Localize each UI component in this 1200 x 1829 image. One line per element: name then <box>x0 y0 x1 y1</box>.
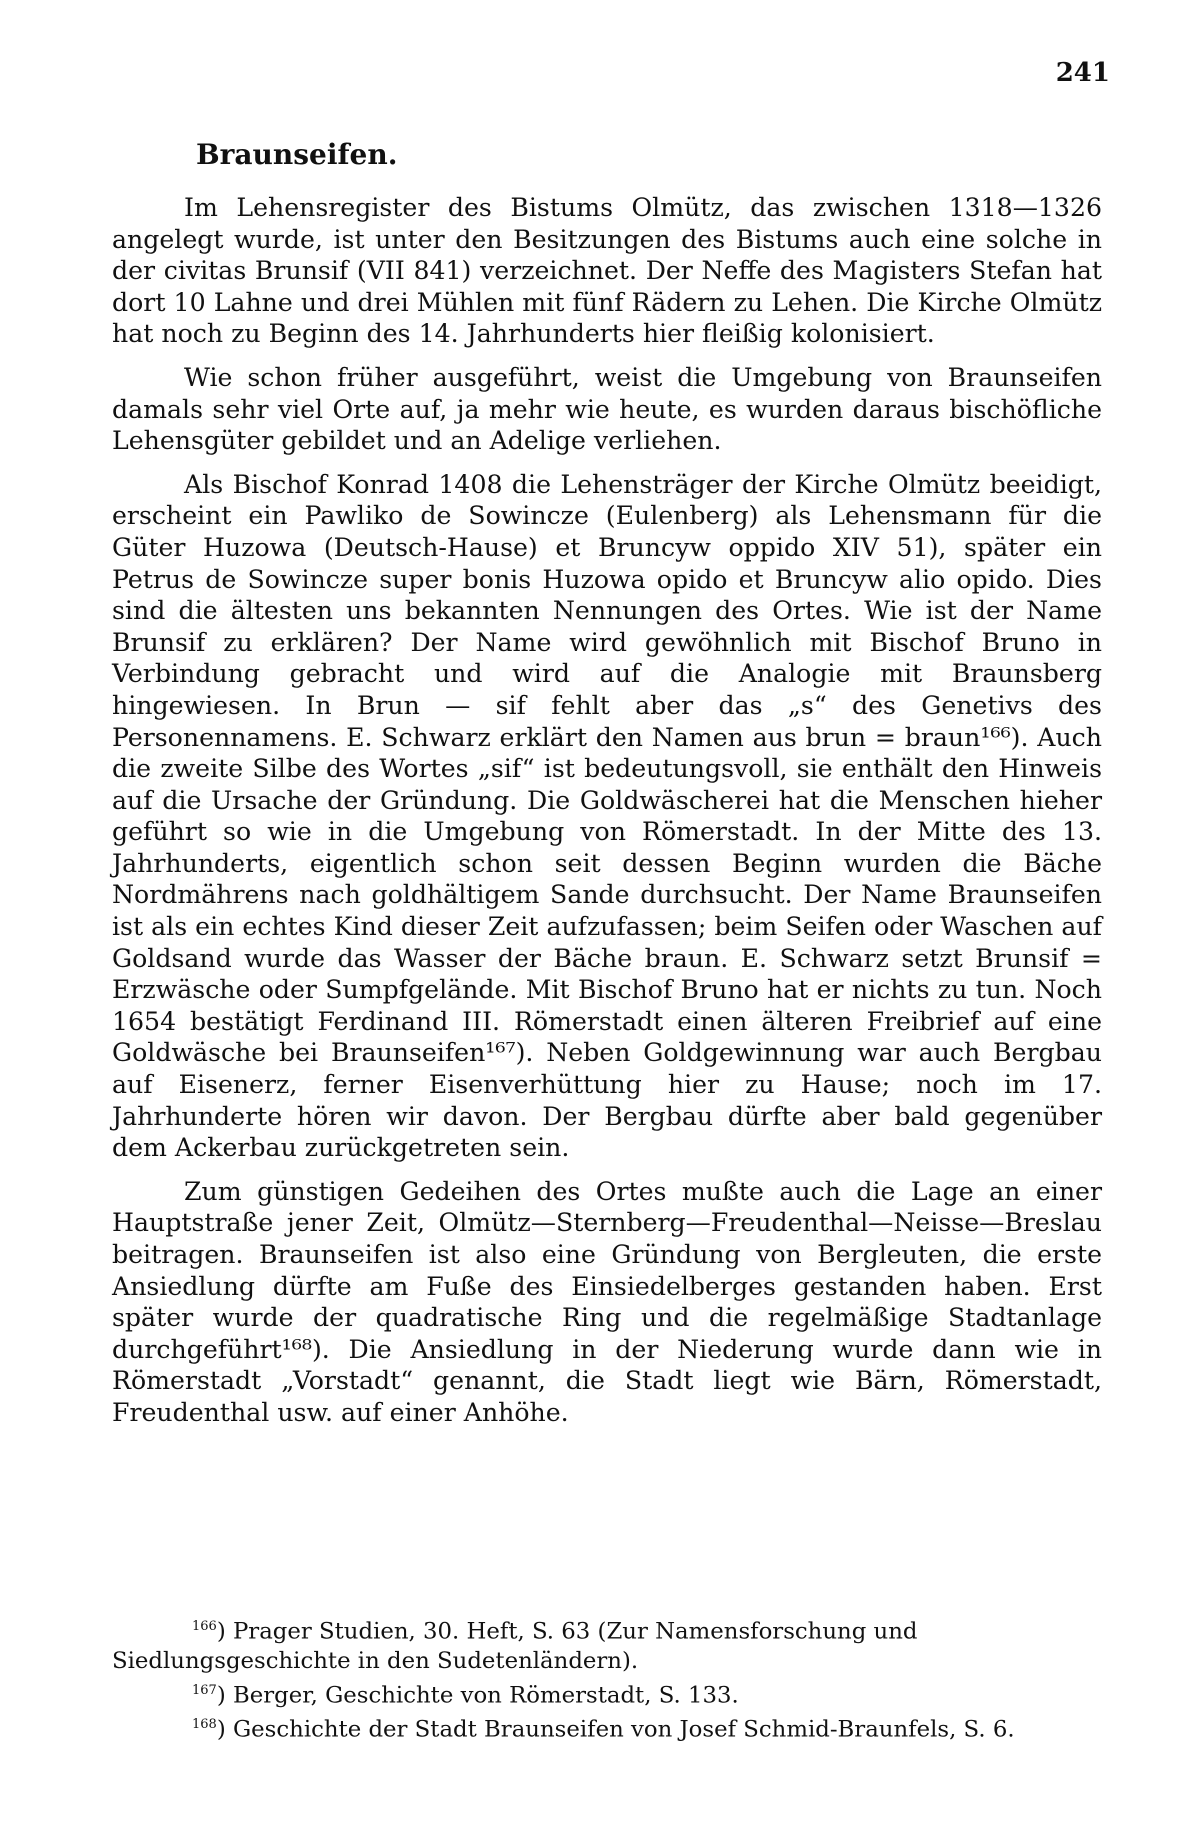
footnote-168 <box>112 1710 1102 1745</box>
footnotes <box>112 1612 1102 1745</box>
footnote-text: ) Berger, Geschichte von Römerstadt, S. 133. <box>216 1682 739 1709</box>
footnote-text: ) Geschichte der Stadt Braunseifen von Josef Schmid-Braunfels, S. 6. <box>216 1716 1015 1743</box>
body-text <box>112 192 1102 1441</box>
paragraph-1: Im Lehensregister des Bistums Olmütz, das zwischen 1318—1326 angelegt wurde, ist unter den Besitzungen des Bistums auch eine solche in der civitas Brunsif (VII 841) verzeichnet. Der Neffe des Magisters Stefan hat dort 10 Lahne und drei Mühlen mit fünf Rädern zu Lehen. Die Kirche Olmütz hat noch zu Beginn des 14. Jahrhunderts hier fleißig kolonisiert. <box>112 193 1102 349</box>
paragraph-4: Zum günstigen Gedeihen des Ortes mußte auch die Lage an einer Hauptstraße jener Zeit, Olmütz—Sternberg—Freudenthal—Neisse—Breslau beitragen. Braunseifen ist also eine Gründung von Bergleuten, die erste Ansiedlung dürfte am Fuße des Einsiedelberges gestanden haben. Erst später wurde der quadratische Ring und die regelmäßige Stadtanlage durchgeführt¹⁶⁸). Die Ansiedlung in der Niederung wurde dann wie in Römerstadt „Vorstadt“ genannt, die Stadt liegt wie Bärn, Römerstadt, Freudenthal usw. auf einer Anhöhe. <box>112 1176 1102 1427</box>
footnote-marker: 168 <box>192 1717 217 1733</box>
footnote-text: ) Prager Studien, 30. Heft, S. 63 (Zur Namensforschung und Siedlungsgeschichte in den Sudetenländern). <box>112 1618 918 1674</box>
footnote-166 <box>112 1612 1102 1676</box>
section-heading: Braunseifen. <box>196 138 398 171</box>
paragraph-3: Als Bischof Konrad 1408 die Lehensträger der Kirche Olmütz beeidigt, erscheint ein Pawliko de Sowincze (Eulenberg) als Lehensmann für die Güter Huzowa (Deutsch-Hause) et Bruncyw oppido XIV 51), später ein Petrus de Sowincze super bonis Huzowa opido et Bruncyw alio opido. Dies sind die ältesten uns bekannten Nennungen des Ortes. Wie ist der Name Brunsif zu erklären? Der Name wird gewöhnlich mit Bischof Bruno in Verbindung gebracht und wird auf die Analogie mit Braunsberg hingewiesen. In Brun — sif fehlt aber das „s“ des Genetivs des Personennamens. E. Schwarz erklärt den Namen aus brun = braun¹⁶⁶). Auch die zweite Silbe des Wortes „sif“ ist bedeutungsvoll, sie enthält den Hinweis auf die Ursache der Gründung. Die Goldwäscherei hat die Menschen hieher geführt so wie in die Umgebung von Römerstadt. In der Mitte des 13. Jahrhunderts, eigentlich schon seit dessen Beginn wurden die Bäche Nordmährens nach goldhältigem Sande durchsucht. Der Name Braunseifen ist als ein echtes Kind dieser Zeit aufzufassen; beim Seifen oder Waschen auf Goldsand wurde das Wasser der Bäche braun. E. Schwarz setzt Brunsif = Erzwäsche oder Sumpfgelände. Mit Bischof Bruno hat er nichts zu tun. Noch 1654 bestätigt Ferdinand III. Römerstadt einen älteren Freibrief auf eine Goldwäsche bei Braunseifen¹⁶⁷). Neben Goldgewinnung war auch Bergbau auf Eisenerz, ferner Eisenverhüttung hier zu Hause; noch im 17. Jahrhunderte hören wir davon. Der Bergbau dürfte aber bald gegenüber dem Ackerbau zurückgetreten sein. <box>112 469 1102 1163</box>
footnote-167 <box>112 1676 1102 1711</box>
paragraph-2: Wie schon früher ausgeführt, weist die Umgebung von Braunseifen damals sehr viel Orte auf, ja mehr wie heute, es wurden daraus bischöfliche Lehensgüter gebildet und an Adelige verliehen. <box>112 362 1102 456</box>
page-number: 241 <box>1055 58 1110 88</box>
footnote-marker: 166 <box>192 1619 217 1634</box>
footnote-marker: 167 <box>192 1682 217 1698</box>
